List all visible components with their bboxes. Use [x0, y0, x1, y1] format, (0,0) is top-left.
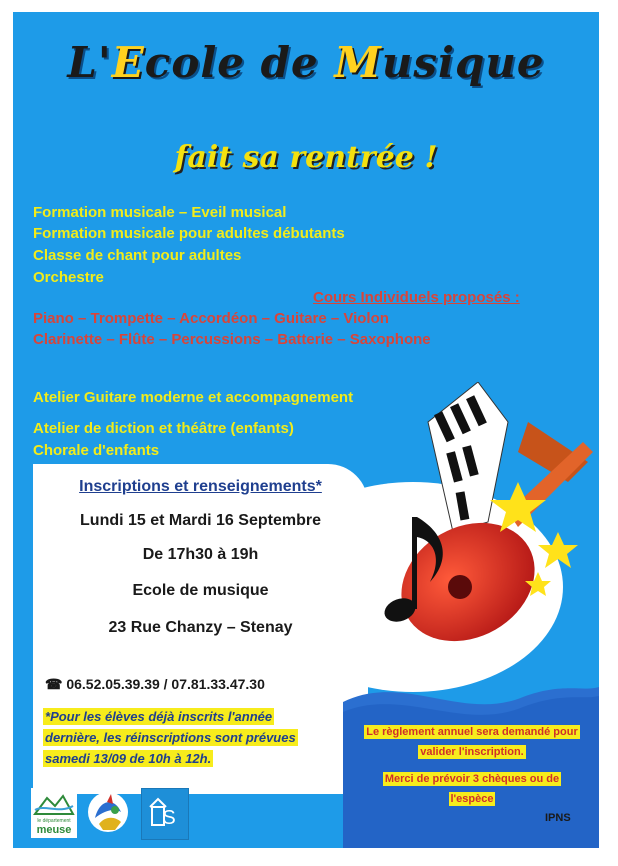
- title-part: L': [67, 38, 112, 87]
- note-line: dernière, les réinscriptions sont prévues: [45, 730, 296, 745]
- individual-courses-heading: Cours Individuels proposés :: [313, 289, 520, 306]
- payment-note: [347, 722, 597, 762]
- payment-line: Le règlement annuel sera demandé pour: [366, 726, 578, 738]
- ipns-label: IPNS: [545, 812, 571, 824]
- phone-numbers: [45, 676, 265, 693]
- course-item: Classe de chant pour adultes: [33, 247, 242, 264]
- note-line: [43, 708, 274, 725]
- piano-keys-icon: [428, 382, 508, 532]
- registration-dates: Lundi 15 et Mardi 16 Septembre: [80, 512, 321, 529]
- phone-numbers-text: 06.52.05.39.39 / 07.81.33.47.30: [66, 676, 265, 692]
- title-capital-m: M: [334, 38, 382, 87]
- title-capital-e: E: [111, 38, 145, 87]
- phone-icon: ☎: [45, 676, 63, 692]
- meuse-department-logo: [31, 788, 77, 838]
- poster-title: [13, 38, 599, 87]
- note-text: Pour les élèves déjà inscrits l'année: [50, 709, 273, 724]
- title-part: usique: [381, 38, 545, 87]
- landscape-icon: [31, 788, 77, 818]
- title-part: cole de: [144, 38, 335, 87]
- payment-line: l'espèce: [450, 793, 494, 805]
- course-item: Formation musicale pour adultes débutants: [33, 225, 345, 242]
- town-logo: [141, 788, 189, 840]
- workshop-item: Chorale d'enfants: [33, 442, 160, 459]
- note-asterisk: *: [45, 709, 51, 724]
- logo-small-text: le département: [37, 818, 71, 824]
- note-line: samedi 13/09 de 10h à 12h.: [45, 751, 212, 766]
- instrument-list: Piano – Trompette – Accordéon – Guitare – Violon: [33, 310, 389, 327]
- registration-address: 23 Rue Chanzy – Stenay: [108, 619, 293, 636]
- logo-name: meuse: [36, 824, 72, 836]
- payment-line: Merci de prévoir 3 chèques ou de: [384, 773, 560, 785]
- poster: [13, 12, 599, 848]
- community-logo: [85, 788, 131, 838]
- community-emblem-icon: [85, 788, 131, 838]
- instrument-list: Clarinette – Flûte – Percussions – Batterie – Saxophone: [33, 331, 431, 348]
- workshop-item: Atelier Guitare moderne et accompagnement: [33, 389, 354, 406]
- payment-note: [347, 769, 597, 809]
- reinscription-note: [43, 706, 333, 769]
- payment-line: valider l'inscription.: [420, 746, 524, 758]
- course-item: Orchestre: [33, 269, 104, 286]
- course-item: Formation musicale – Eveil musical: [33, 204, 287, 221]
- town-logo-letter: S: [162, 807, 176, 829]
- music-illustration: [368, 382, 599, 682]
- poster-subtitle: fait sa rentrée !: [174, 140, 438, 175]
- registration-hours: De 17h30 à 19h: [142, 546, 259, 563]
- workshop-item: Atelier de diction et théâtre (enfants): [33, 420, 294, 437]
- registration-heading: Inscriptions et renseignements*: [79, 478, 322, 495]
- registration-place: Ecole de musique: [132, 582, 269, 599]
